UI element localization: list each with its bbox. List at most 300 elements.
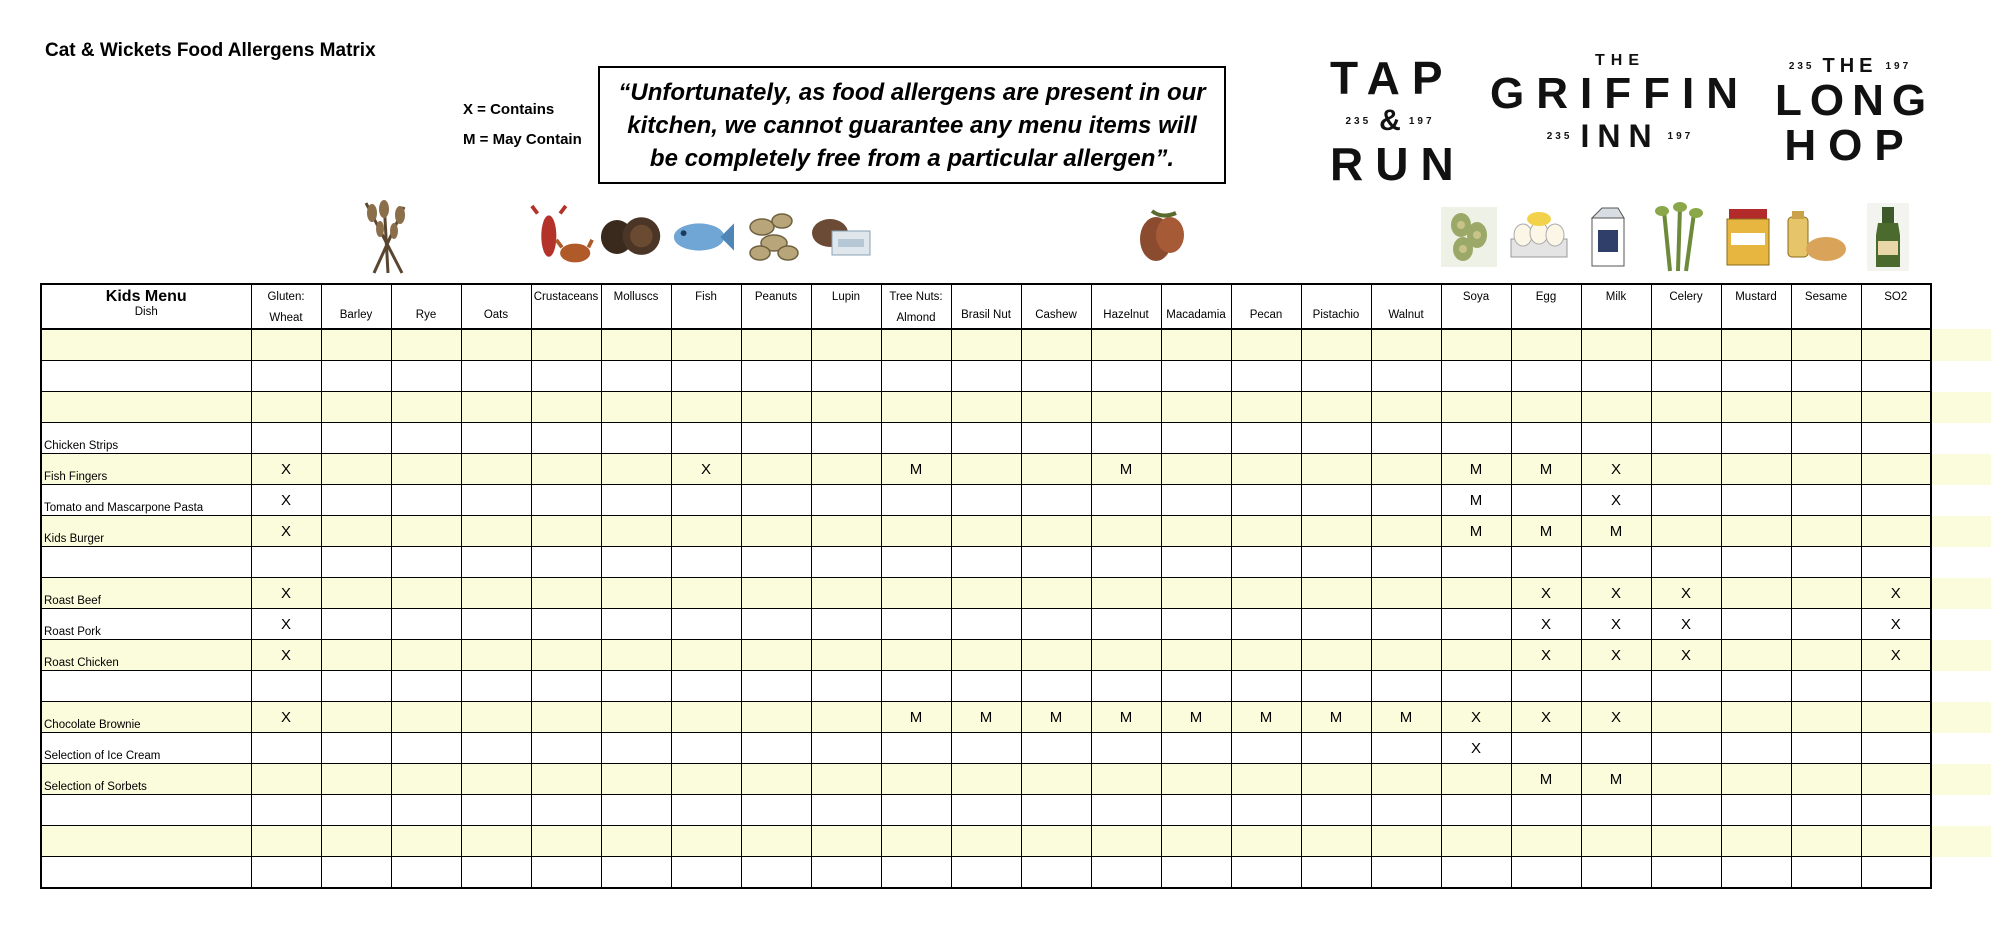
allergen-cell (671, 609, 741, 640)
peanuts-icon (742, 198, 806, 276)
allergen-cell (321, 423, 391, 454)
logo-tap-left-num: 235 (1345, 115, 1372, 127)
wheat-icon (352, 198, 416, 276)
allergen-cell: X (1651, 640, 1721, 671)
allergen-cell (1371, 516, 1441, 547)
allergen-cell (1231, 485, 1301, 516)
allergen-cell (671, 764, 741, 795)
allergen-cell (1721, 392, 1791, 423)
allergen-cell (741, 826, 811, 857)
allergen-cell (1301, 516, 1371, 547)
allergen-cell (741, 733, 811, 764)
allergen-cell (881, 516, 951, 547)
allergen-cell (1021, 454, 1091, 485)
celery-icon (1646, 198, 1710, 276)
allergen-cell (1091, 547, 1161, 578)
allergen-cell (1651, 516, 1721, 547)
column-label: SO2 (1884, 291, 1908, 303)
allergen-cell (1791, 671, 1861, 702)
allergen-cell (741, 392, 811, 423)
logo-tap-line3: RUN (1330, 138, 1466, 190)
allergen-cell (1721, 329, 1791, 361)
allergen-cell (1651, 547, 1721, 578)
lobster-crab-icon (530, 198, 594, 276)
allergen-cell (1861, 485, 1931, 516)
allergen-cell (1651, 764, 1721, 795)
allergen-cell (671, 547, 741, 578)
allergen-cell (1301, 826, 1371, 857)
allergen-cell (811, 547, 881, 578)
table-row (41, 640, 1931, 671)
allergen-cell (251, 329, 321, 361)
allergen-cell (1371, 609, 1441, 640)
allergen-cell (811, 329, 881, 361)
column-label: Macadamia (1166, 309, 1226, 321)
allergen-cell (531, 329, 601, 361)
allergen-cell (461, 640, 531, 671)
allergen-column-header (1441, 284, 1511, 329)
allergen-cell (251, 671, 321, 702)
table-row (41, 733, 1931, 764)
allergen-cell (1231, 826, 1301, 857)
allergen-column-header (1861, 284, 1931, 329)
allergen-cell (601, 733, 671, 764)
allergen-cell (391, 671, 461, 702)
dish-name-cell (41, 329, 251, 361)
table-row (41, 454, 1931, 485)
allergen-cell (321, 516, 391, 547)
allergen-cell: X (251, 640, 321, 671)
allergen-cell (881, 826, 951, 857)
allergen-cell (1371, 485, 1441, 516)
mustard-icon (1716, 198, 1780, 276)
allergen-cell (461, 826, 531, 857)
dish-name-cell: Chicken Strips (41, 423, 251, 454)
allergen-cell (1231, 640, 1301, 671)
section-title: Kids Menu (105, 288, 187, 305)
allergen-cell (671, 392, 741, 423)
allergen-cell (1511, 423, 1581, 454)
allergen-cell (1301, 671, 1371, 702)
allergen-cell (1091, 795, 1161, 826)
allergen-cell (531, 826, 601, 857)
allergen-column-header (881, 284, 951, 329)
allergen-cell (1721, 547, 1791, 578)
allergen-cell (671, 361, 741, 392)
allergen-cell (1441, 764, 1511, 795)
allergen-cell (881, 857, 951, 889)
allergen-cell (321, 733, 391, 764)
allergen-cell (671, 795, 741, 826)
allergen-column-header (251, 284, 321, 329)
allergen-cell (1511, 826, 1581, 857)
column-label: Rye (415, 309, 437, 321)
allergen-cell (1791, 392, 1861, 423)
table-row (41, 795, 1931, 826)
allergen-column-header (741, 284, 811, 329)
column-label: Oats (483, 309, 509, 321)
allergen-cell (881, 329, 951, 361)
allergen-cell (951, 826, 1021, 857)
mussels-icon (600, 198, 664, 276)
allergen-column-header (1301, 284, 1371, 329)
allergen-cell (251, 733, 321, 764)
allergen-cell (1021, 547, 1091, 578)
allergen-column-header (671, 284, 741, 329)
allergen-cell (1371, 361, 1441, 392)
allergen-cell (1511, 485, 1581, 516)
allergen-cell (741, 516, 811, 547)
allergen-cell: X (1651, 578, 1721, 609)
logo-longhop-the: THE (1822, 55, 1878, 77)
allergen-cell: M (1161, 702, 1231, 733)
table-row (41, 516, 1931, 547)
row-shade-strip (1925, 454, 1991, 485)
allergen-cell (881, 423, 951, 454)
allergen-cell (1021, 795, 1091, 826)
allergen-cell (531, 671, 601, 702)
allergen-cell (1791, 578, 1861, 609)
allergen-cell (741, 578, 811, 609)
column-label: Celery (1669, 291, 1703, 303)
allergen-cell (1091, 361, 1161, 392)
allergen-cell (1791, 764, 1861, 795)
allergen-cell (1371, 329, 1441, 361)
allergen-cell (1511, 671, 1581, 702)
allergen-cell (671, 733, 741, 764)
allergen-cell (1161, 826, 1231, 857)
allergen-cell (461, 485, 531, 516)
table-row (41, 485, 1931, 516)
allergen-cell (951, 640, 1021, 671)
allergen-cell (1861, 826, 1931, 857)
allergen-cell (741, 671, 811, 702)
eggs-icon (1507, 198, 1571, 276)
allergen-cell (321, 609, 391, 640)
allergen-cell (461, 423, 531, 454)
allergen-cell (1721, 826, 1791, 857)
allergen-cell (601, 578, 671, 609)
allergen-cell (1021, 764, 1091, 795)
logo-griffin-left-num: 235 (1546, 131, 1573, 142)
allergen-cell (1371, 547, 1441, 578)
allergen-cell (951, 733, 1021, 764)
allergen-cell (1721, 671, 1791, 702)
allergen-icon-row (0, 198, 2006, 278)
allergen-cell (881, 671, 951, 702)
column-group-label: Tree Nuts: (889, 291, 943, 303)
allergen-cell (1301, 485, 1371, 516)
allergen-cell (251, 361, 321, 392)
column-label: Wheat (269, 312, 303, 324)
lupin-bread-icon (808, 198, 872, 276)
allergen-cell (811, 702, 881, 733)
column-label: Soya (1462, 291, 1490, 303)
allergen-cell: M (1441, 485, 1511, 516)
allergen-cell (1651, 392, 1721, 423)
column-label: Sesame (1804, 291, 1848, 303)
allergen-cell (1371, 671, 1441, 702)
allergen-cell (951, 857, 1021, 889)
allergen-cell: X (1441, 702, 1511, 733)
table-row (41, 578, 1931, 609)
allergen-cell (321, 454, 391, 485)
allergen-cell: M (1581, 516, 1651, 547)
allergen-column-header (1651, 284, 1721, 329)
allergen-cell (1581, 733, 1651, 764)
dish-name-cell: Tomato and Mascarpone Pasta (41, 485, 251, 516)
allergen-cell: X (671, 454, 741, 485)
logo-longhop-right-num: 197 (1885, 61, 1912, 72)
column-label: Milk (1605, 291, 1627, 303)
allergen-cell: X (251, 702, 321, 733)
allergen-cell (1721, 609, 1791, 640)
allergen-cell (951, 547, 1021, 578)
column-label: Molluscs (613, 291, 659, 303)
allergen-cell (1301, 764, 1371, 795)
allergen-cell (531, 795, 601, 826)
hazelnut-icon (1130, 198, 1194, 276)
allergen-cell (1371, 640, 1441, 671)
allergen-cell (1651, 733, 1721, 764)
allergen-cell: X (1511, 640, 1581, 671)
dish-name-cell: Selection of Ice Cream (41, 733, 251, 764)
allergen-cell (1511, 392, 1581, 423)
allergen-cell (1161, 733, 1231, 764)
allergen-cell (671, 702, 741, 733)
allergen-cell (461, 609, 531, 640)
allergen-cell (531, 578, 601, 609)
allergen-cell (811, 516, 881, 547)
allergen-cell (1231, 329, 1301, 361)
allergen-cell (1861, 454, 1931, 485)
allergen-cell (391, 423, 461, 454)
allergen-cell: X (1651, 609, 1721, 640)
allergen-cell (1441, 578, 1511, 609)
allergen-cell (531, 392, 601, 423)
allergen-cell (531, 640, 601, 671)
allergen-cell (1861, 329, 1931, 361)
allergen-column-header (391, 284, 461, 329)
legend-contains: X = Contains (463, 101, 555, 118)
allergen-cell (1161, 485, 1231, 516)
allergen-cell (881, 392, 951, 423)
allergen-cell: M (1091, 702, 1161, 733)
allergen-cell (461, 547, 531, 578)
allergen-cell (1861, 392, 1931, 423)
allergen-cell (601, 764, 671, 795)
allergen-cell (391, 733, 461, 764)
allergen-cell (1091, 764, 1161, 795)
allergen-cell (391, 329, 461, 361)
allergen-cell (811, 485, 881, 516)
row-shade-strip (1925, 516, 1991, 547)
allergen-cell (461, 516, 531, 547)
allergen-cell (741, 609, 811, 640)
allergen-cell (1581, 547, 1651, 578)
allergen-cell (1791, 485, 1861, 516)
allergen-cell (1301, 547, 1371, 578)
allergen-cell (1161, 795, 1231, 826)
allergen-cell (391, 547, 461, 578)
allergen-cell (1441, 547, 1511, 578)
dish-name-cell (41, 671, 251, 702)
allergen-cell (1231, 609, 1301, 640)
allergen-cell (1091, 485, 1161, 516)
allergen-cell: X (251, 609, 321, 640)
allergen-cell (321, 392, 391, 423)
allergen-cell (1651, 485, 1721, 516)
allergen-cell (951, 516, 1021, 547)
allergen-cell (531, 733, 601, 764)
allergen-cell (1231, 795, 1301, 826)
allergen-cell (1161, 329, 1231, 361)
allergen-cell (251, 795, 321, 826)
row-shade-strip (1925, 826, 1991, 857)
allergen-cell (811, 826, 881, 857)
allergen-cell (1791, 826, 1861, 857)
allergen-cell (1511, 857, 1581, 889)
allergen-cell (1161, 361, 1231, 392)
allergen-cell: M (1091, 454, 1161, 485)
allergen-cell (1021, 485, 1091, 516)
allergen-cell (321, 764, 391, 795)
allergen-cell (1791, 454, 1861, 485)
allergen-column-header (1721, 284, 1791, 329)
row-shade-strip (1925, 764, 1991, 795)
allergen-cell (391, 516, 461, 547)
allergen-cell (251, 547, 321, 578)
allergen-cell: X (251, 454, 321, 485)
allergen-cell (951, 671, 1021, 702)
dish-name-cell (41, 795, 251, 826)
long-hop-logo (1775, 55, 1935, 170)
allergen-cell (1371, 857, 1441, 889)
allergen-cell (671, 671, 741, 702)
logo-tap-right-num: 197 (1408, 115, 1435, 127)
sesame-icon (1782, 198, 1846, 276)
allergen-cell (1371, 733, 1441, 764)
allergen-cell (1721, 454, 1791, 485)
allergen-cell (881, 733, 951, 764)
dish-name-cell (41, 857, 251, 889)
allergen-cell (951, 454, 1021, 485)
allergen-cell (1721, 733, 1791, 764)
allergen-cell (1721, 795, 1791, 826)
allergen-cell (1091, 609, 1161, 640)
allergen-cell (741, 454, 811, 485)
allergen-cell (1721, 516, 1791, 547)
allergen-cell (811, 640, 881, 671)
allergen-cell (601, 609, 671, 640)
allergen-cell (1371, 795, 1441, 826)
allergen-cell (1301, 609, 1371, 640)
allergen-cell (461, 702, 531, 733)
allergen-cell (1791, 516, 1861, 547)
allergen-cell (1861, 795, 1931, 826)
allergen-cell (601, 454, 671, 485)
allergen-cell (881, 795, 951, 826)
allergen-cell (601, 826, 671, 857)
allergen-cell (741, 795, 811, 826)
allergen-matrix-table (40, 283, 1932, 889)
allergen-cell: X (1581, 609, 1651, 640)
logo-longhop-line2: HOP (1784, 121, 1916, 170)
allergen-cell: M (1301, 702, 1371, 733)
allergen-cell: M (1231, 702, 1301, 733)
allergen-cell (811, 733, 881, 764)
allergen-cell (811, 764, 881, 795)
allergen-cell (1791, 733, 1861, 764)
allergen-cell (881, 578, 951, 609)
allergen-cell (881, 609, 951, 640)
column-label: Pistachio (1312, 309, 1360, 321)
allergen-cell (1511, 795, 1581, 826)
allergen-cell (1161, 609, 1231, 640)
allergen-cell (391, 702, 461, 733)
allergen-column-header (1161, 284, 1231, 329)
allergen-cell (1581, 795, 1651, 826)
allergen-cell: M (1441, 454, 1511, 485)
allergen-cell (1651, 702, 1721, 733)
allergen-cell (1301, 733, 1371, 764)
allergen-cell (1021, 329, 1091, 361)
allergen-cell (1021, 516, 1091, 547)
allergen-cell (601, 857, 671, 889)
allergen-cell (321, 671, 391, 702)
allergen-cell (811, 857, 881, 889)
column-label: Lupin (831, 291, 861, 303)
allergen-cell (321, 640, 391, 671)
allergen-cell (1161, 671, 1231, 702)
allergen-cell (1231, 361, 1301, 392)
allergen-cell (741, 764, 811, 795)
allergen-cell (671, 578, 741, 609)
table-row (41, 423, 1931, 454)
logo-griffin-main: GRIFFIN (1490, 69, 1750, 118)
allergen-cell (1301, 329, 1371, 361)
allergen-cell (391, 826, 461, 857)
allergen-cell (951, 795, 1021, 826)
allergen-cell (1721, 485, 1791, 516)
page-title: Cat & Wickets Food Allergens Matrix (45, 40, 376, 61)
allergen-cell (321, 857, 391, 889)
allergen-cell (1091, 671, 1161, 702)
table-row (41, 857, 1931, 889)
allergen-cell: M (1021, 702, 1091, 733)
allergen-cell (321, 485, 391, 516)
allergen-cell: X (1581, 578, 1651, 609)
allergen-cell (461, 733, 531, 764)
allergen-cell (391, 640, 461, 671)
allergen-cell (1721, 578, 1791, 609)
allergen-cell (461, 392, 531, 423)
table-row (41, 609, 1931, 640)
logo-longhop-line1: LONG (1775, 76, 1935, 125)
table-row (41, 329, 1931, 361)
allergen-cell (1441, 609, 1511, 640)
allergen-cell (531, 454, 601, 485)
allergen-cell (1581, 423, 1651, 454)
table-header-row (41, 284, 1931, 329)
allergen-cell (1231, 516, 1301, 547)
allergen-cell (1861, 764, 1931, 795)
allergen-cell (601, 485, 671, 516)
allergen-cell (1861, 733, 1931, 764)
allergen-cell (601, 702, 671, 733)
allergen-cell (531, 361, 601, 392)
allergen-cell (811, 609, 881, 640)
